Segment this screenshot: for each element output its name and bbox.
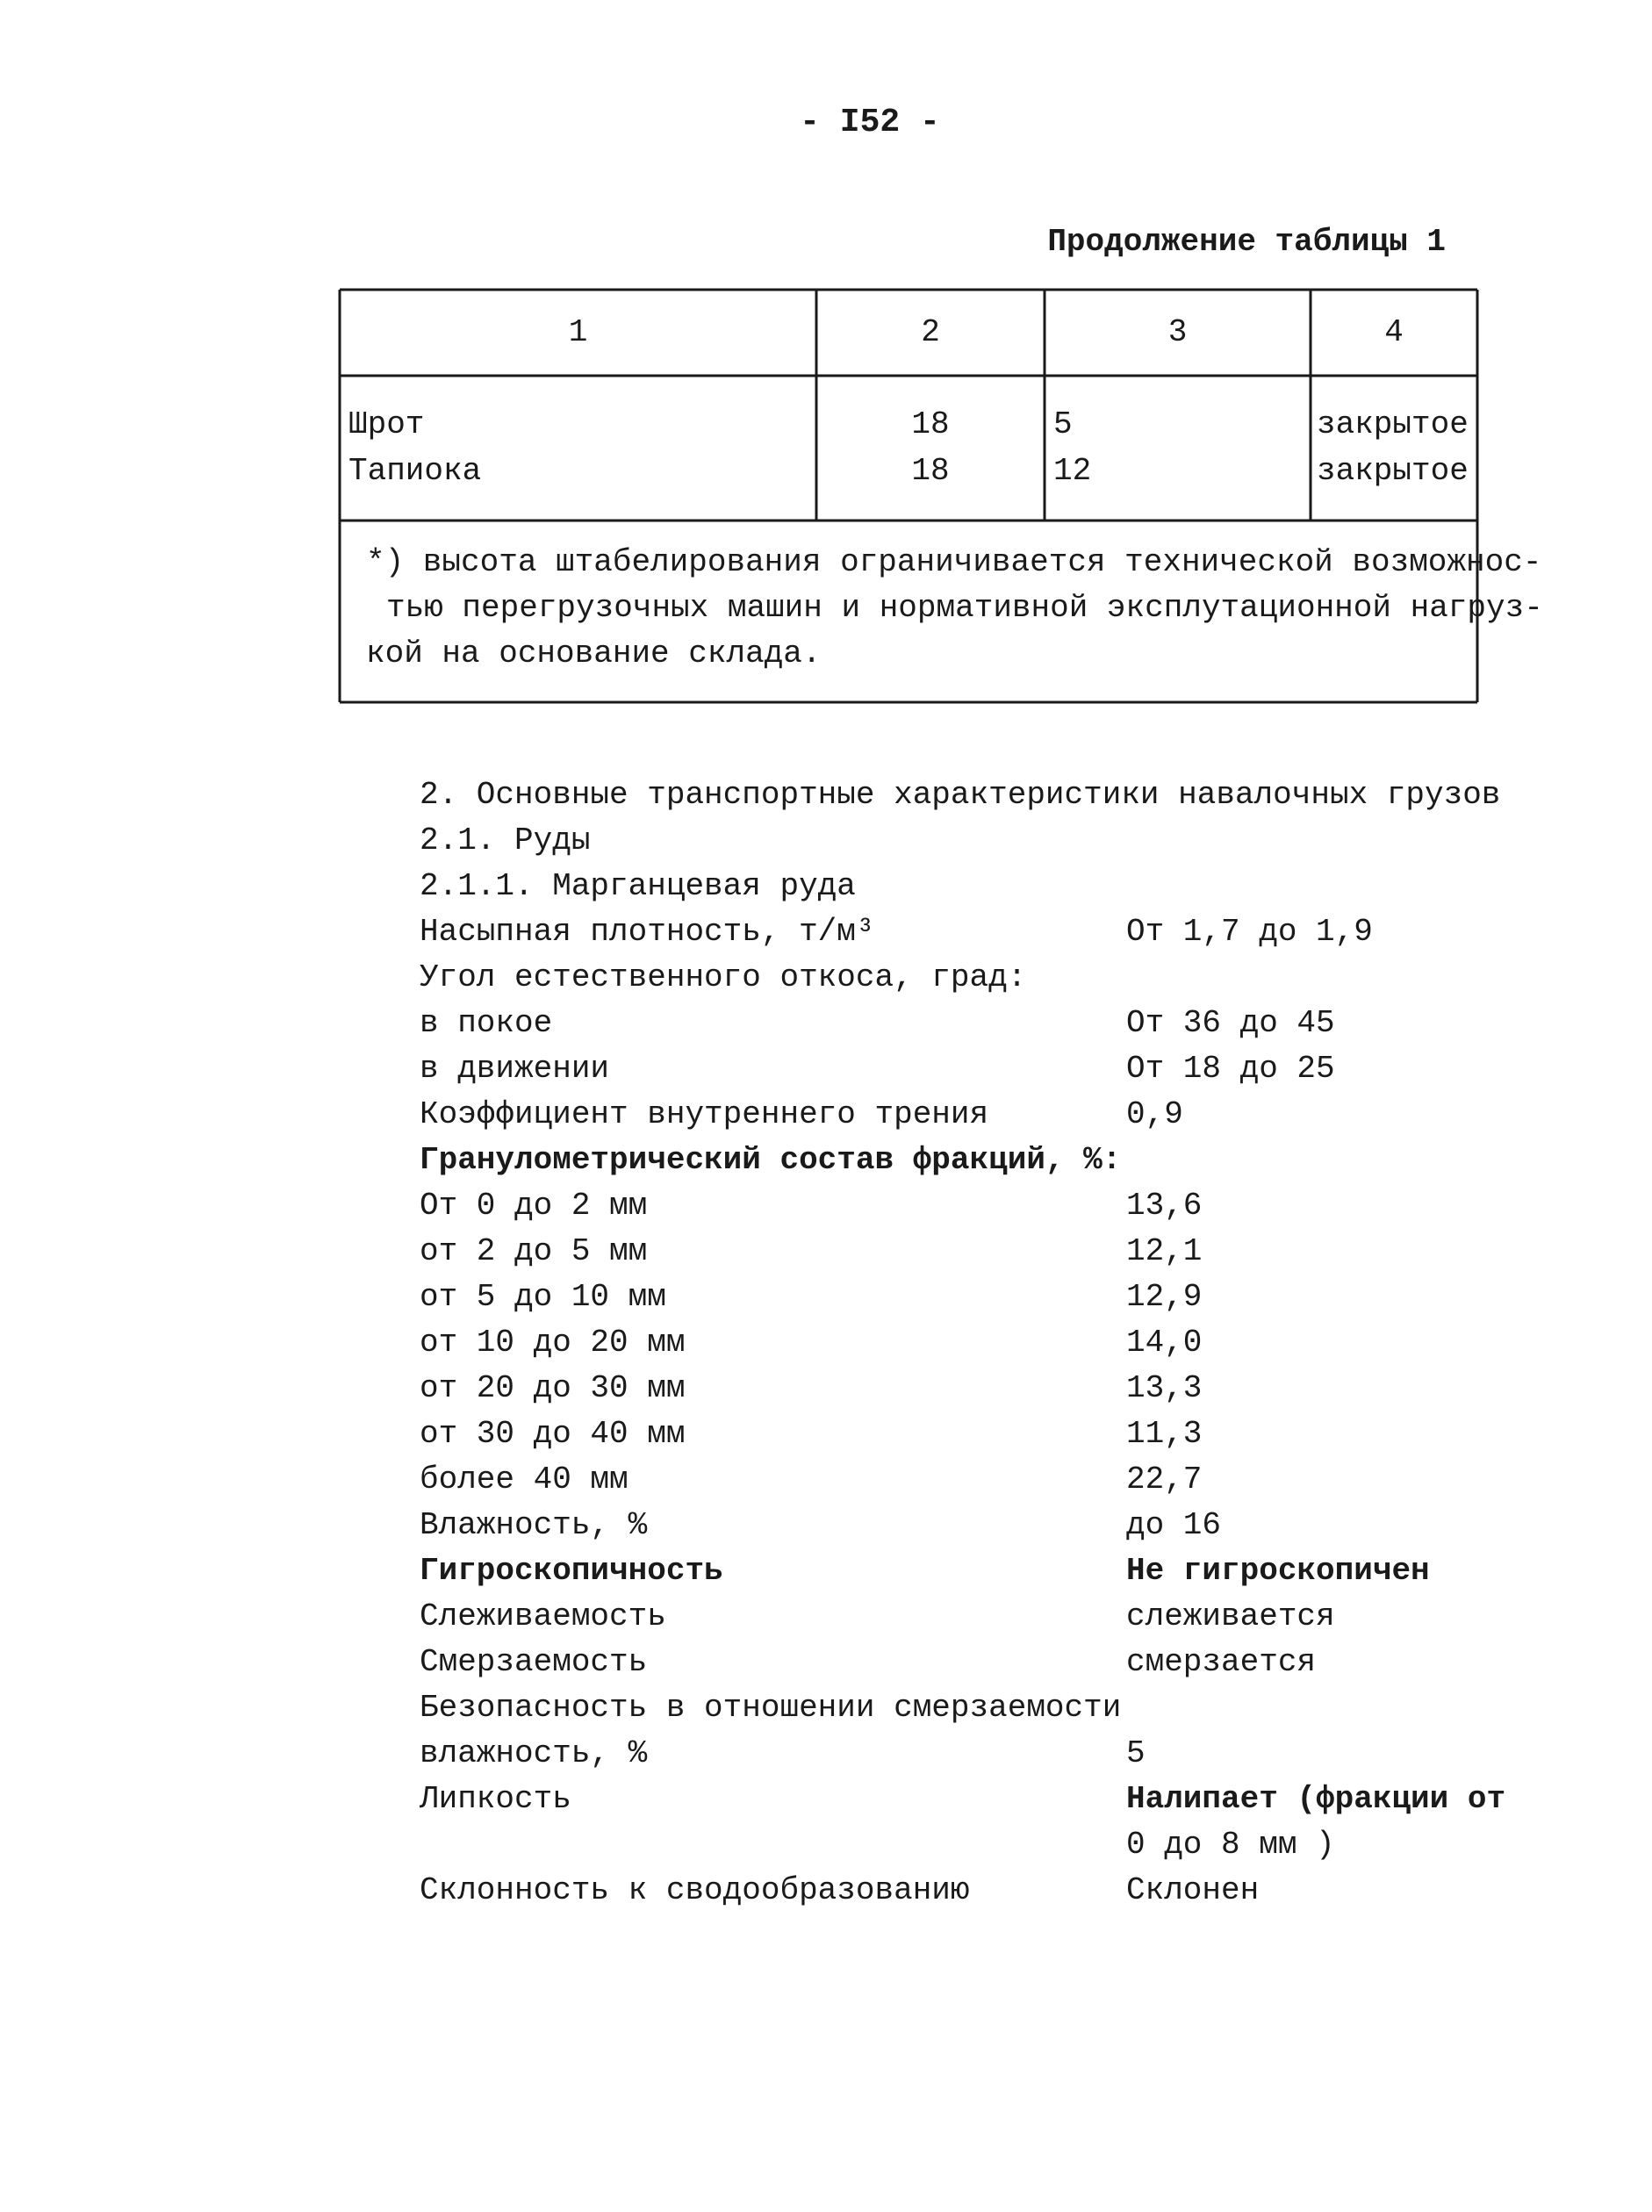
property-row: Насыпная плотность, т/м³ От 1,7 до 1,9 <box>420 914 1373 950</box>
row-2-col-3: 12 <box>1053 453 1092 489</box>
property-row: от 10 до 20 мм 14,0 <box>420 1325 1203 1361</box>
property-row: Гранулометрический состав фракций, %: <box>420 1142 1122 1178</box>
property-row: влажность, % 5 <box>420 1735 1146 1771</box>
page-number: - I52 - <box>800 104 940 141</box>
row-2-col-2: 18 <box>911 453 950 489</box>
row-2-col-4: закрытое <box>1317 453 1469 489</box>
row-1-col-1: Шрот <box>348 406 425 442</box>
section-title: 2. Основные транспортные характеристики навалочных грузов <box>420 777 1501 813</box>
property-row: Коэффициент внутреннего трения 0,9 <box>420 1096 1183 1132</box>
property-row: в покое От 36 до 45 <box>420 1005 1335 1041</box>
row-2-col-1: Тапиока <box>348 453 482 489</box>
property-row: Смерзаемость смерзается <box>420 1644 1317 1680</box>
property-row: более 40 мм 22,7 <box>420 1462 1203 1497</box>
data-table <box>338 288 1543 705</box>
property-row: от 5 до 10 мм 12,9 <box>420 1279 1203 1315</box>
footnote-line-2: тью перегрузочных машин и нормативной эксплутационной нагруз- <box>386 590 1543 626</box>
row-1-col-3: 5 <box>1053 406 1073 442</box>
property-row: от 30 до 40 мм 11,3 <box>420 1416 1203 1452</box>
property-row: Липкость Налипает (фракции от <box>420 1781 1506 1817</box>
property-row: Слеживаемость слеживается <box>420 1598 1335 1634</box>
section-subtitle: 2.1. Руды <box>420 822 591 858</box>
property-row: в движении От 18 до 25 <box>420 1051 1335 1087</box>
property-row: Угол естественного откоса, град: <box>420 959 1027 995</box>
footnote-line-1: *) высота штабелирования ограничивается технической возможнос- <box>366 544 1542 580</box>
property-row: от 2 до 5 мм 12,1 <box>420 1233 1203 1269</box>
table-caption: Продолжение таблицы 1 <box>1047 224 1446 260</box>
property-row: От 0 до 2 мм 13,6 <box>420 1188 1203 1224</box>
footnote-line-3: кой на основание склада. <box>366 636 822 672</box>
property-row: Влажность, % до 16 <box>420 1507 1222 1543</box>
row-1-col-2: 18 <box>911 406 950 442</box>
row-1-col-4: закрытое <box>1317 406 1469 442</box>
property-row: от 20 до 30 мм 13,3 <box>420 1370 1203 1406</box>
property-row: Склонность к сводообразованию Склонен <box>420 1872 1260 1908</box>
header-col-2: 2 <box>921 314 940 350</box>
property-row: Гигроскопичность Не гигроскопичен <box>420 1553 1430 1589</box>
property-row: Безопасность в отношении смерзаемости <box>420 1690 1122 1726</box>
section-subsubtitle: 2.1.1. Марганцевая руда <box>420 868 856 904</box>
header-col-1: 1 <box>568 314 588 350</box>
header-col-4: 4 <box>1384 314 1404 350</box>
cargo-characteristics-section <box>420 772 1596 1914</box>
property-row: 0 до 8 мм ) <box>1126 1827 1335 1863</box>
header-col-3: 3 <box>1167 314 1188 350</box>
